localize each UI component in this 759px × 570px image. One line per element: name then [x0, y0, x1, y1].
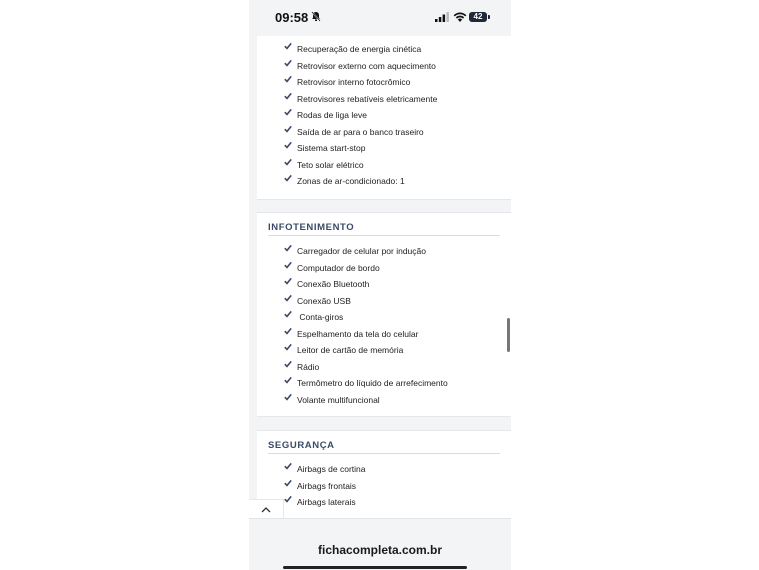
check-icon [284, 495, 292, 503]
section-card-infotenimento [257, 212, 511, 417]
list-item [297, 496, 507, 512]
list-item [297, 278, 507, 294]
item-label: Retrovisores rebatíveis eletricamente [297, 93, 438, 104]
check-icon [284, 376, 292, 384]
item-label: Recuperação de energia cinética [297, 44, 422, 54]
list-item [297, 295, 507, 311]
item-label: Saída de ar para o banco traseiro [297, 126, 424, 137]
section-card-comfort [257, 24, 511, 200]
list-item [297, 262, 507, 278]
list-item [297, 43, 507, 59]
check-icon [284, 277, 292, 285]
list-item [297, 328, 507, 344]
check-icon [284, 327, 292, 335]
check-icon [284, 479, 292, 487]
silent-bell-icon [311, 11, 321, 22]
section-title: SEGURANÇA [268, 440, 335, 451]
check-icon [284, 174, 292, 182]
list-item [297, 377, 507, 393]
section-divider [268, 235, 500, 236]
check-icon [284, 244, 292, 252]
item-label: Conta-giros [297, 312, 344, 322]
check-icon [284, 462, 292, 470]
scrollbar-thumb[interactable] [507, 318, 510, 352]
item-label: Airbags frontais [297, 480, 357, 491]
list-item [297, 344, 507, 360]
list-item [297, 60, 507, 76]
item-label: Conexão USB [297, 295, 351, 306]
battery-icon: 42 [469, 12, 487, 22]
cellular-signal-icon [435, 12, 449, 22]
browser-bottom-bar [249, 518, 511, 570]
status-time: 09:58 [275, 10, 309, 25]
check-icon [284, 75, 292, 83]
list-item [297, 463, 507, 479]
check-icon [284, 141, 292, 149]
check-icon [284, 158, 292, 166]
item-label: Volante multifuncional [297, 394, 380, 405]
check-icon [284, 393, 292, 401]
list-item [297, 361, 507, 377]
list-item [297, 480, 507, 496]
check-icon [284, 360, 292, 368]
item-label: Leitor de cartão de memória [297, 345, 404, 355]
check-icon [284, 125, 292, 133]
item-label: Termômetro do líquido de arrefecimento [297, 378, 448, 388]
list-item [297, 394, 507, 410]
check-icon [284, 261, 292, 269]
check-icon [284, 310, 292, 318]
item-label: Teto solar elétrico [297, 159, 364, 170]
item-label: Rodas de liga leve [297, 110, 367, 120]
item-label: Rádio [297, 361, 320, 372]
chevron-up-icon [249, 500, 283, 519]
list-item [297, 142, 507, 158]
list-item [297, 245, 507, 261]
check-icon [284, 42, 292, 50]
section-divider [268, 453, 500, 454]
list-item [297, 311, 507, 327]
status-bar [249, 0, 511, 36]
list-item [297, 159, 507, 175]
item-label: Espelhamento da tela do celular [297, 328, 419, 339]
battery-tip [488, 15, 490, 19]
item-label: Airbags laterais [297, 497, 356, 507]
list-item [297, 126, 507, 142]
list-item [297, 76, 507, 92]
item-label: Retrovisor externo com aquecimento [297, 60, 436, 71]
item-label: Sistema start-stop [297, 143, 366, 153]
check-icon [284, 343, 292, 351]
item-label: Conexão Bluetooth [297, 279, 370, 289]
item-label: Retrovisor interno fotocrômico [297, 77, 411, 87]
item-label: Zonas de ar-condicionado: 1 [297, 176, 405, 186]
item-label: Carregador de celular por indução [297, 246, 426, 256]
list-item [297, 175, 507, 191]
list-item [297, 93, 507, 109]
check-icon [284, 92, 292, 100]
section-card-seguranca [257, 430, 511, 532]
section-title: INFOTENIMENTO [268, 222, 355, 233]
address-bar-url[interactable]: fichacompleta.com.br [317, 543, 443, 557]
check-icon [284, 108, 292, 116]
item-label: Airbags de cortina [297, 464, 366, 474]
phone-screen [249, 0, 511, 570]
item-label: Computador de bordo [297, 262, 380, 273]
check-icon [284, 59, 292, 67]
wifi-icon [453, 12, 467, 22]
check-icon [284, 294, 292, 302]
list-item [297, 109, 507, 125]
home-indicator[interactable] [283, 566, 467, 569]
back-to-top-button[interactable] [249, 499, 284, 519]
